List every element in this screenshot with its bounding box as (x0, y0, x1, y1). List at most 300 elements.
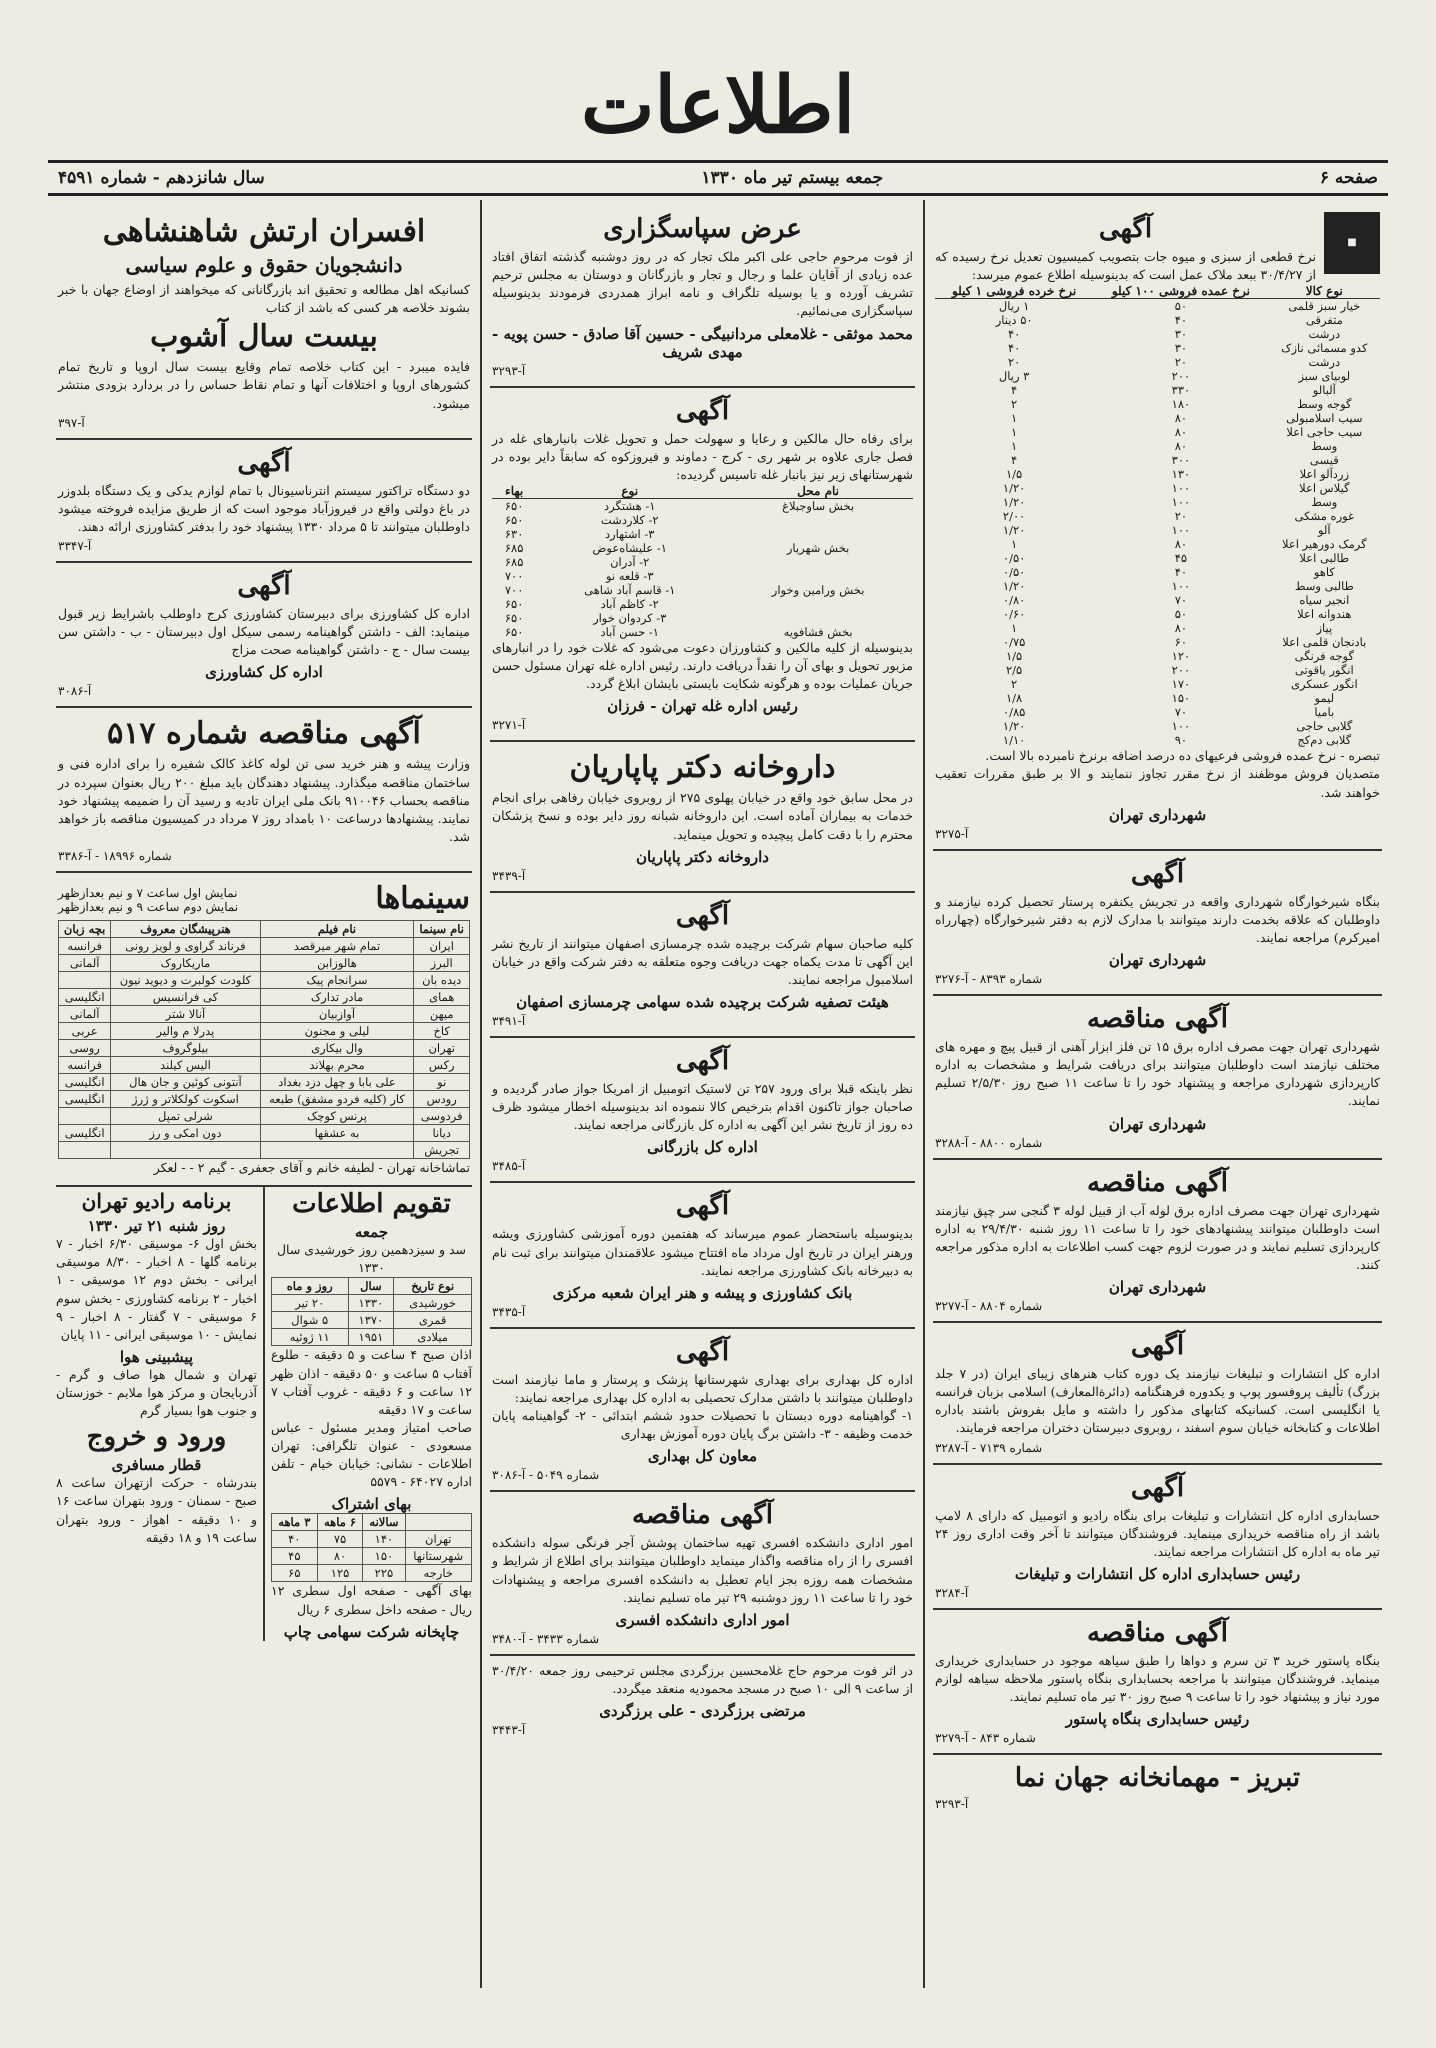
price-row-cell: ۲۰ (1007, 355, 1021, 370)
grain-row-cell: بخش ساوجبلاغ (782, 498, 855, 513)
pasteur-heading: آگهی مناقصه (1087, 1617, 1228, 1648)
radio-notice (933, 1465, 1382, 1610)
price-row (935, 719, 1380, 733)
price-row (935, 621, 1380, 635)
price-row-cell: بامیا (1314, 705, 1335, 720)
price-row-cell: ۰/۸۰ (1002, 593, 1026, 608)
price-table (935, 284, 1380, 747)
cinema-heading: سینماها (375, 881, 470, 916)
price-row-cell: ۰/۶۰ (1002, 607, 1026, 622)
university-ref: شماره ۳۴۳۳ - آ-۳۴۸۰ (492, 1631, 600, 1646)
weather-body: تهران و شمال هوا صاف و گرم - آذربایجان و مرکز هوا ملایم - خوزستان و جنوب هوا بسیار گرم (56, 1366, 257, 1419)
auction-ref: آ-۳۳۴۷ (58, 539, 92, 553)
hotel-ref: آ-۳۲۹۳ (935, 1797, 969, 1812)
price-row-cell: ۱/۲۰ (1002, 523, 1026, 538)
pharmacy-heading: داروخانه دکتر پاپاریان (569, 750, 836, 786)
price-row-cell: ۱ (1011, 537, 1018, 552)
cinema-row-cell: میهن (414, 1006, 470, 1023)
subscription-row-cell: ۴۵ (272, 1548, 318, 1565)
grain-row-cell: ۱- علیشاه‌عوض (592, 540, 667, 555)
radio-notice-sign: رئیس حسابداری اداره کل انتشارات و تبلیغات (1014, 1564, 1301, 1583)
shareholders-ref: آ-۳۴۹۱ (492, 1014, 526, 1028)
price-notice-note: تبصره - نرخ عمده فروشی فرعیهای ده درصد اضافه برنرخ نامبرده بالا است. (985, 748, 1380, 764)
price-row-cell: ۱ (1011, 621, 1018, 636)
pasteur-notice (933, 1610, 1382, 1755)
calendar-row-cell: ۵ شوال (272, 1312, 349, 1329)
price-row (935, 579, 1380, 593)
municipality-emblem-icon: ■ (1324, 212, 1380, 274)
cinema-row-cell: فرانسه (59, 1057, 111, 1074)
book-ad-sub: دانشجویان حقوق و علوم سیاسی (125, 253, 403, 277)
tender2-sign: شهرداری تهران (1108, 1278, 1207, 1296)
pasteur-body: بنگاه پاستور خرید ۳ تن سرم و دواها را طبق سیاهه موجود در حسابداری خریداری مینماید. فروشندگان میتوانند با مراجعه بحسابداری بنگاه پاستور ملاحظه سیاهه لوازم مورد نیاز و پیشنهاد خود را تا ساعت ۹ صبح روز ۳۰ تیر ماه تسلیم نمایند. (935, 1652, 1381, 1705)
price-row-cell: ۱ ریال (998, 299, 1030, 314)
calendar-col-year: سال (348, 1278, 394, 1295)
calendar-staff: صاحب امتیاز ومدیر مسئول - عباس مسعودی - عنوان تلگرافی: تهران اطلاعات - نشانی: خیابان خیام - تلفن اداره ۶۴۰۲۷ - ۵۵۷۹ (271, 1419, 472, 1490)
price-row-cell: ۲۰ (1174, 355, 1188, 370)
cinema-row-cell: انگلیسی (59, 1125, 111, 1142)
cinema-row (59, 1091, 470, 1108)
subscription-row-cell: ۴۰ (272, 1531, 318, 1548)
subs-col-3: ۳ ماهه (272, 1514, 318, 1531)
price-row (935, 341, 1380, 355)
price-notice-heading: آگهی (1098, 214, 1153, 244)
radio-notice-body: حسابداری اداره کل انتشارات و تبلیغات برای بنگاه رادیو و اتومبیل که دارای ۸ لامپ باشد از راه مناقصه خریداری مینماید. فروشندگان میتوانند تا آخر وقت اداری روز ۲۴ تیر ماه به اداره کل انتشارات مراجعه نمایند. (935, 1507, 1381, 1559)
cinema-row-cell (260, 1142, 414, 1159)
price-row-cell: ۸۰ (1174, 439, 1188, 454)
cinema-row-cell: البرز (414, 955, 470, 972)
cinema-row (59, 1125, 470, 1142)
calendar-row-cell: ۱۱ ژوئیه (272, 1329, 349, 1346)
clinic-ref: شماره ۵۰۴۹ - آ-۳۰۸۶ (492, 1468, 600, 1483)
cinema-row-cell: وال بیکاری (260, 1040, 414, 1057)
cinema-row-cell: محرم بهلاند (260, 1057, 414, 1074)
price-row (935, 411, 1380, 425)
gratitude-body: از فوت مرحوم حاجی علی اکبر ملک تجار که در روز دوشنبه گذشته اتفاق افتاد عده زیادی از آقایان علما و رجال و تجار و بازرگانان و دوستان به مجلس ترحیم تشریف آورده و یا بوسیله تلگراف و نامه ابراز همدردی فرمودند بدینوسیله سپاسگزاری می‌نمائیم. (492, 249, 913, 319)
price-row-cell: ۷۰ (1174, 593, 1188, 608)
tender1-heading: آگهی مناقصه (1087, 1004, 1228, 1034)
price-row-cell: هندوانه اعلا (1297, 607, 1352, 622)
price-row (935, 523, 1380, 537)
price-row-cell: ۱/۲۰ (1002, 719, 1026, 734)
price-row-cell: ۲/۵ (1006, 663, 1023, 678)
cinema-row-cell: عربی (59, 1023, 111, 1040)
grain-row-cell (723, 597, 913, 611)
cinema-listings (56, 873, 472, 1187)
cinema-row-cell: رکس (414, 1057, 470, 1074)
tender1-ref: شماره ۸۸۰۰ - آ-۳۲۸۸ (935, 1135, 1043, 1150)
price-row (935, 593, 1380, 607)
books-heading: آگهی (1130, 1331, 1185, 1361)
subs-col-1: سالانه (363, 1514, 405, 1531)
grain-row (492, 583, 913, 597)
cinema-row-cell: رودس (414, 1091, 470, 1108)
calendar-row-cell: خورشیدی (394, 1295, 472, 1312)
cinema-row-cell: دیده بان (414, 972, 470, 989)
tender1-sign: شهرداری تهران (1108, 1114, 1207, 1133)
price-row-cell: ۰/۵۰ (1002, 551, 1026, 566)
hospital-notice (933, 851, 1382, 996)
price-row-cell: ۲۰۰ (1171, 663, 1191, 678)
cinema-row-cell: به عشقها (260, 1125, 414, 1142)
cinema-row-cell: انگلیسی (59, 989, 111, 1006)
tender-517-notice (56, 708, 472, 873)
price-row-cell: وسط (1311, 439, 1338, 454)
cinema-row-cell: سرانجام پیک (260, 972, 414, 989)
grain-row (492, 513, 913, 527)
price-row-cell: ۱/۲۰ (1002, 495, 1026, 510)
university-notice (490, 1492, 915, 1656)
grain-row-cell: ۶۵۰ (504, 498, 524, 513)
cinema-row (59, 1040, 470, 1057)
subscription-row (272, 1548, 472, 1565)
cinema-row-cell: تمام شهر میرقصد (260, 938, 414, 955)
subscription-row-cell: ۲۲۵ (363, 1565, 405, 1582)
cinema-row-cell: همای (414, 989, 470, 1006)
price-row-cell: ۷۰ (1174, 705, 1188, 720)
cinema-footer: تماشاخانه تهران - لطیفه خانم و آقای جعفری - گیم ۲ - - لعکر (153, 1160, 470, 1175)
grain-body2: بدینوسیله از کلیه مالکین و کشاورزان دعوت می‌شود که غلات خود را در انبارهای مزبور تحویل و بهای آن را نقداً دریافت دارند. رئیس اداره غله تهران مسئول حسن جریان عملیات بوده و هرگونه شکایت بایستی بایشان ابلاغ گردد. (492, 639, 913, 692)
calendar-row-cell: میلادی (394, 1329, 472, 1346)
price-notice-ref: آ-۳۲۷۵ (935, 826, 969, 841)
price-row-cell: سیب اسلامبولی (1286, 411, 1363, 426)
calendar-times: اذان صبح ۴ ساعت و ۵ دقیقه - طلوع آفتاب ۵ ساعت و ۵۰ دقیقه - اذان ظهر ۱۲ ساعت و ۶ دقیقه - غروب آفتاب ۷ ساعت و ۱۷ دقیقه (271, 1347, 472, 1417)
price-row-cell: ۱۵۰ (1171, 691, 1191, 706)
price-row-cell: لیمو (1314, 691, 1335, 706)
price-row-cell: ۳۰ (1174, 327, 1188, 342)
grain-row-cell: ۲- آدران (610, 554, 650, 569)
cinema-row-cell: هالوزابن (260, 955, 414, 972)
price-row-cell: کدو مسمائی نازک (1281, 341, 1368, 356)
grain-row-cell (723, 569, 913, 583)
price-row (935, 369, 1380, 383)
grain-row (492, 597, 913, 611)
price-row (935, 691, 1380, 705)
price-row-cell: خیار سبز قلمی (1288, 299, 1361, 314)
price-row-cell: ۱ (1011, 425, 1018, 440)
price-row-cell: ۸۰ (1174, 621, 1188, 636)
price-row (935, 649, 1380, 663)
grain-row-cell: ۱- حسن آباد (600, 624, 659, 639)
price-row-cell: ۸۰ (1174, 537, 1188, 552)
price-row (935, 467, 1380, 481)
price-row-cell: ۶۰ (1174, 635, 1188, 650)
import-ref: آ-۳۴۸۵ (492, 1159, 526, 1174)
pasteur-ref: شماره ۸۴۳ - آ-۳۲۷۹ (935, 1731, 1036, 1746)
radio-notice-heading: آگهی (1130, 1472, 1185, 1503)
price-row-cell: ۳۰۰ (1171, 453, 1191, 468)
tender1-body: شهرداری تهران جهت مصرف اداره برق ۱۵ تن فلز ابزار آهنی از قبیل پیچ و مهره های مختلف نیازمند است داوطلبان میتوانند برای دریافت شرایط و مشخصات به اداره کارپردازی شهرداری مراجعه و پیشنهاد خود را تا ساعت ۱۱ صبح روز ۲/۵/۳۰ تسلیم نمایند. (935, 1039, 1381, 1109)
grain-row-cell: بخش ورامین وخوار (771, 582, 865, 597)
price-row-cell: انجیر سیاه (1299, 593, 1350, 608)
import-sign: اداره کل بازرگانی (647, 1138, 758, 1157)
auction-heading: آگهی (237, 447, 291, 478)
price-row-cell: ۱/۵ (1006, 467, 1023, 482)
hospital-body: بنگاه شیرخوارگاه شهرداری واقعه در تجریش یکنفره پرستار تحصیل کرده نیازمند و داوطلبان که علاقه بخدمت دارند میتوانند با مدارک لازم به دفتر شیرخوارگاه (چهارراه امیرکرم) مراجعه نمایند. (935, 893, 1380, 945)
clinic-notice (490, 1329, 915, 1493)
gratitude-heading: عرض سپاسگزاری (603, 214, 802, 244)
grain-row-cell: ۲- کاظم آباد (600, 596, 659, 611)
price-row-cell: لوبیای سبز (1298, 369, 1351, 384)
price-row-cell: ۱۷۰ (1171, 677, 1191, 692)
price-row-cell: ۵۰ دینار (995, 313, 1033, 328)
grain-col-type: نوع (536, 484, 723, 499)
cinema-row-cell: تهران (414, 1040, 470, 1057)
cinema-row-cell: فردوسی (414, 1108, 470, 1125)
price-row-cell: گلابی دم‌کج (1297, 733, 1352, 748)
book-ad-body: کسانیکه اهل مطالعه و تحقیق اند بازرگانانی که میخواهند از اوضاع جهان با خبر بشوند خلاصه هر کسی که باشد از کتاب (58, 282, 470, 316)
hospital-sign: شهرداری تهران (1108, 951, 1207, 969)
price-row (935, 313, 1380, 327)
tender2-body: شهرداری تهران جهت مصرف اداره برق لوله آب از قبیل لوله ۳ گنجی سر چپق نیازمند است داوطلبان میتوانند پیشنهادهای خود را تا ساعت ۱۱ روز شنبه ۲۹/۴/۳۰ به اداره کارپردازی تسلیم نمایند و در صورت لزوم جهت کسب اطلاعات به اداره مذکور مراجعه کنند. (935, 1202, 1380, 1272)
grain-row (492, 527, 913, 541)
grain-row-cell: ۶۵۰ (504, 624, 524, 639)
price-row-cell: گوجه وسط (1297, 397, 1352, 412)
tender-517-ref: شماره ۱۸۹۹۶ - آ-۳۳۸۶ (58, 849, 172, 863)
cinema-col-name: نام سینما (414, 921, 470, 938)
grain-row (492, 541, 913, 555)
calendar-day: جمعه (354, 1223, 389, 1242)
shareholders-notice (490, 893, 915, 1038)
cinema-row-cell (59, 1108, 111, 1125)
funeral-ref: آ-۳۴۴۳ (492, 1723, 526, 1737)
price-row-cell: وسط (1311, 495, 1338, 510)
tender-notice-2 (933, 1160, 1382, 1324)
price-row-cell: ۱۲۰ (1171, 649, 1191, 664)
subscription-row-cell: ۱۵۰ (363, 1548, 405, 1565)
agri-office-ref: آ-۳۰۸۶ (58, 684, 92, 699)
cinema-row-cell: کار (کلیه فردو مشفق) طبعه (260, 1091, 414, 1108)
grain-row (492, 625, 913, 639)
books-notice (933, 1323, 1382, 1465)
tender-notice-1 (933, 996, 1382, 1160)
cinema-row-cell: بیلوگروف (111, 1040, 260, 1057)
calendar-day-of-year: سد و سیزدهمین روز خورشیدی سال ۱۳۳۰ (276, 1242, 467, 1276)
radio-body: بخش اول ۶- موسیقی ۶/۳۰ اخبار - ۷ برنامه گلها - ۸ اخبار - ۸/۳۰ موسیقی ایرانی - بخش دوم ۱۲ موسیقی - ۱ اخبار - ۲ برنامه کشاورزی - بخش سوم ۶ موسیقی - ۷ گفتار - ۸ اخبار - ۹ نمایش - ۱۰ موسیقی ایرانی - ۱۱ پایان (56, 1236, 257, 1342)
subscription-row (272, 1565, 472, 1582)
grain-sign: رئیس اداره غله تهران - فرزان (607, 697, 798, 716)
subscription-row (272, 1531, 472, 1548)
pharmacy-body: در محل سابق خود واقع در خیابان پهلوی ۲۷۵ از روبروی خیابان رفاهی برای انجام خدمات به بیماران آماده است. این داروخانه شبانه روز دایر بوده و نسخ پزشکان محترم را با دقت کامل پیچیده و تحویل مینماید. (492, 790, 913, 842)
weather-heading: پیشبینی هوا (119, 1347, 194, 1366)
price-row-cell: ۱۰۰ (1171, 495, 1191, 510)
calendar-heading: تقویم اطلاعات (292, 1189, 451, 1220)
hotel-heading: تبریز - مهمانخانه جهان نما (1014, 1763, 1301, 1794)
price-row-cell: ۳۰ (1174, 341, 1188, 356)
cinema-row-cell: دون امکی و رز (111, 1125, 260, 1142)
price-row-cell: گیلاس اعلا (1299, 481, 1350, 496)
cinema-col-actors: هنرپیشگان معروف (111, 921, 260, 938)
funeral-notice (490, 1656, 915, 1745)
books-ref: شماره ۷۱۳۹ - آ-۳۲۸۷ (935, 1440, 1043, 1455)
subs-col-2: ۶ ماهه (317, 1514, 363, 1531)
import-heading: آگهی (675, 1046, 730, 1076)
cinema-row-cell (59, 1142, 111, 1159)
grain-row-cell: ۶۳۰ (504, 526, 524, 541)
price-row (935, 551, 1380, 565)
cinema-row-cell: کلودت کولبرت و دیوید نیون (111, 972, 260, 989)
grain-row-cell: ۶۸۵ (504, 540, 524, 555)
price-row-cell: ۴۰ (1007, 341, 1021, 356)
subscription-row-cell: ۸۰ (317, 1548, 363, 1565)
price-row-cell: ۴ (1011, 383, 1018, 398)
calendar-col-type: نوع تاریخ (394, 1278, 472, 1295)
gratitude-names: محمد موثقی - غلامعلی مردانبیگی - حسین آقا صادق - حسن پویه - مهدی شریف (492, 324, 913, 361)
price-row-cell: طالبی اعلا (1299, 551, 1350, 566)
pharmacy-sign: داروخانه دکتر پاپاریان (636, 847, 769, 866)
cinema-showtime-2: نمایش دوم ساعت ۹ و نیم بعدازظهر (58, 899, 239, 914)
grain-row-cell: ۷۰۰ (504, 568, 524, 583)
cinema-row-cell: تجریش (414, 1142, 470, 1159)
subscription-row-cell: ۶۵ (272, 1565, 318, 1582)
grain-col-place: نام محل (723, 484, 913, 499)
cinema-row-cell (111, 1142, 260, 1159)
hospital-ref: شماره ۸۳۹۳ - آ-۳۲۷۶ (935, 972, 1043, 986)
grain-ref: آ-۳۲۷۱ (492, 718, 526, 733)
cinema-row-cell: انگلیسی (59, 1091, 111, 1108)
price-row-cell: ۴ (1011, 453, 1018, 468)
price-row-cell: ۱/۸ (1006, 691, 1023, 706)
agri-bank-sign: بانک کشاورزی و پیشه و هنر ایران شعبه مرکزی (552, 1283, 853, 1302)
price-row-cell: انگور عسکری (1290, 677, 1358, 692)
price-row-cell: ۹۰ (1174, 733, 1188, 748)
price-row (935, 495, 1380, 509)
cinema-col-language: بچه زبان (59, 921, 111, 938)
agri-bank-ref: آ-۳۴۳۵ (492, 1304, 526, 1319)
pharmacy-ref: آ-۳۴۳۹ (492, 868, 526, 883)
radio-transport-box (56, 1187, 265, 1641)
calendar-col-date: روز و ماه (272, 1278, 349, 1295)
printer: چاپخانه شرکت سهامی چاپ (283, 1622, 460, 1641)
subscription-heading: بهای اشتراک (331, 1495, 412, 1514)
university-heading: آگهی مناقصه (632, 1500, 773, 1531)
price-row-cell: ۴۰ (1007, 327, 1021, 342)
university-sign: امور اداری دانشکده افسری (615, 1610, 790, 1629)
price-notice-footer: متصدیان فروش موظفند از نرخ مقرر تجاوز ننمایند و الا بر طبق مقررات تعقیب خواهند شد. (935, 766, 1380, 800)
grain-row-cell (723, 611, 913, 625)
cinema-row-cell: پرنس کوچک (260, 1108, 414, 1125)
cinema-row (59, 1006, 470, 1023)
agri-bank-body: بدینوسیله باستحضار عموم میرساند که هفتمین دوره آموزشی کشاورزی ویشه ورهنر ایران در تاریخ اول مرداد ماه افتتاح میشود علاقمندان میتوانند برای ثبت نام به دبیرخانه بانک کشاورزی مراجعه نمایند. (492, 1226, 913, 1278)
price-row (935, 677, 1380, 691)
price-row-cell: ۲۰ (1174, 509, 1188, 524)
info-bar (48, 160, 1388, 196)
price-row-cell: ۱۰۰ (1171, 523, 1191, 538)
cinema-row-cell: اسکوت کولکلاتر و ژرژ (111, 1091, 260, 1108)
price-row-cell: ۴۰ (1174, 565, 1188, 580)
shareholders-sign: هیئت تصفیه شرکت برچیده شده سهامی چرمسازی اصفهان (516, 993, 889, 1011)
price-row-cell: غوره مشکی (1294, 509, 1355, 524)
cinema-row-cell: آلمانی (59, 1006, 111, 1023)
agri-office-body: اداره کل کشاورزی برای دبیرستان کشاورزی کرج داوطلب باشرایط زیر قبول مینماید: الف - داشتن گواهینامه رسمی سیکل اول دبیرستان - ب - داشتن سن بیست سال - ج - داشتن گواهینامه صحت مزاج (58, 606, 470, 658)
price-col-item: نوع کالا (1269, 284, 1380, 299)
transport-heading: ورود و خروج (86, 1422, 227, 1453)
price-row (935, 733, 1380, 747)
grain-row-cell: ۶۵۰ (504, 596, 524, 611)
price-row (935, 453, 1380, 467)
cinema-row (59, 972, 470, 989)
cinema-row-cell: نو (414, 1074, 470, 1091)
radio-date: روز شنبه ۲۱ تیر ۱۳۳۰ (87, 1217, 226, 1236)
price-notice-sign: شهرداری تهران (1108, 805, 1207, 824)
clinic-heading: آگهی (675, 1336, 730, 1367)
hotel-notice (933, 1755, 1382, 1819)
grain-row-cell (723, 527, 913, 541)
price-row-cell: سیب حاجی اعلا (1286, 425, 1363, 440)
cinema-row-cell: آلمانی (59, 955, 111, 972)
book-ad-heading: افسران ارتش شاهنشاهی (102, 214, 426, 249)
price-row-cell: درشت (1308, 355, 1341, 370)
price-row-cell: آلبالو (1312, 383, 1336, 398)
price-row-cell: ۳ ریال (998, 369, 1030, 384)
cinema-row-cell: پدرلا م والیر (111, 1023, 260, 1040)
tender2-ref: شماره ۸۸۰۴ - آ-۳۲۷۷ (935, 1299, 1043, 1313)
cinema-row-cell: ماریکاروک (111, 955, 260, 972)
price-row-cell: ۲ (1011, 397, 1018, 412)
cinema-row-cell: روسی (59, 1040, 111, 1057)
subscription-row-cell: تهران (405, 1531, 471, 1548)
radio-notice-ref: آ-۳۲۸۴ (935, 1585, 969, 1600)
transport-body: بندرشاه - حرکت ازتهران ساعت ۸ صبح - سمنان - ورود بتهران ساعت ۱۶ و ۱۰ دقیقه - اهواز - ورود بتهران ساعت ۱۹ و ۱۸ دقیقه (56, 1475, 257, 1545)
books-body: اداره کل انتشارات و تبلیغات نیازمند یک دوره کتاب هنرهای زیبای ایران (در ۷ جلد بزرگ) تألیف پروفسور پوپ و یکدوره فرهنگنامه (دائرةالمعارف) اسلامی بزبان فرانسه یا انگلیسی است. کسانیکه کتابهای مذکور را داشته و مایل بفروش باشند باداره اطلاعات و کتابخانه خیابان سوم اسفند ، روبروی دبیرستان دختران مراجعه فرمایند. (935, 1366, 1380, 1436)
grain-row-cell: بخش فشافویه (783, 624, 853, 639)
cinema-row (59, 1023, 470, 1040)
calendar-row-cell: ۲۰ تیر (272, 1295, 349, 1312)
cinema-row (59, 1142, 470, 1159)
price-row-cell: ۳۳۰ (1171, 383, 1191, 398)
price-row-cell: بادنجان قلمی اعلا (1282, 635, 1367, 650)
price-row-cell: ۵۰ (1174, 299, 1188, 314)
price-row-cell: متفرقی (1305, 313, 1343, 328)
calendar-row-cell: ۱۳۳۰ (348, 1295, 394, 1312)
subs-col-0 (405, 1514, 471, 1531)
cinema-row-cell: ایران (414, 938, 470, 955)
left-column (48, 200, 480, 1988)
subscription-row-cell: خارجه (405, 1565, 471, 1582)
pharmacy-notice (490, 742, 915, 892)
price-row-cell: آلو (1317, 523, 1331, 538)
price-row-cell: ۱ (1011, 439, 1018, 454)
grain-col-price: بهاء (492, 484, 536, 499)
price-row-cell: ۰/۵۰ (1002, 565, 1026, 580)
price-row (935, 481, 1380, 495)
price-row-cell: ۱/۵ (1006, 649, 1023, 664)
transport-sub: قطار مسافری (111, 1456, 202, 1475)
price-row-cell: ۲۰۰ (1171, 369, 1191, 384)
right-column (925, 200, 1390, 1988)
price-row (935, 355, 1380, 369)
ad-price: بهای آگهی - صفحه اول سطری ۱۲ ریال - صفحه داخل سطری ۶ ریال (271, 1583, 472, 1617)
cinema-col-film: نام فیلم (260, 921, 414, 938)
price-row-cell: ۲ (1011, 677, 1018, 692)
price-row (935, 565, 1380, 579)
gratitude-notice (490, 206, 915, 388)
grain-row-cell: ۷۰۰ (504, 582, 524, 597)
price-row-cell: ۱۰۰ (1171, 481, 1191, 496)
agri-office-sign: اداره کل کشاورزی (205, 663, 323, 682)
price-row (935, 509, 1380, 523)
price-row-cell: ۰/۷۵ (1002, 635, 1026, 650)
calendar-row (272, 1295, 472, 1312)
grain-row-cell: ۳- قلعه نو (605, 568, 654, 583)
subscription-row-cell: ۷۵ (317, 1531, 363, 1548)
price-row-cell: گرمک دورهیر اعلا (1282, 537, 1367, 552)
price-row-cell: ۱۸۰ (1171, 397, 1191, 412)
book-ad-body2: فایده میبرد - این کتاب خلاصه تمام وقایع بیست سال اروپا و تاریخ تمام کشورهای اروپا و اختلافات آنها و تمام نقاط حساس را در بردارد بزودی منتشر میشود. (58, 359, 470, 411)
cinema-row-cell: فرناند گراوی و لویز رونی (111, 938, 260, 955)
calendar-row-cell: ۱۹۵۱ (348, 1329, 394, 1346)
tender2-heading: آگهی مناقصه (1087, 1167, 1228, 1198)
